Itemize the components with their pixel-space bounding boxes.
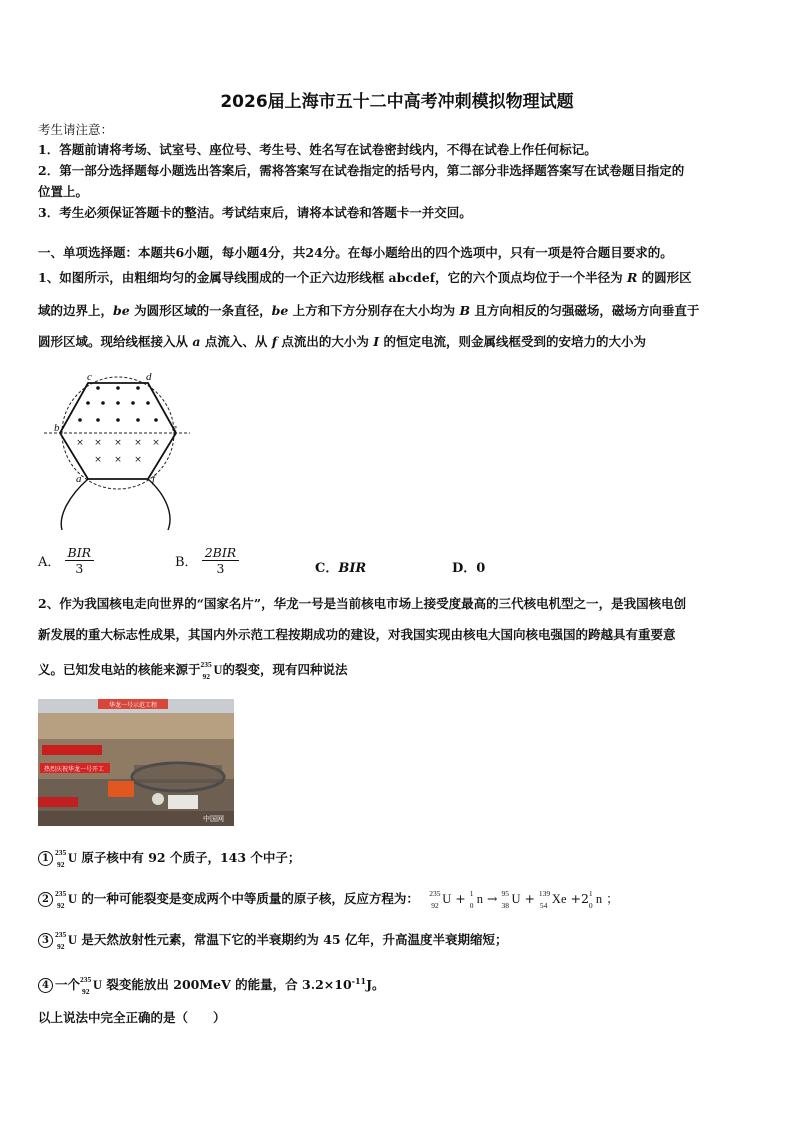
section-heading: 一、单项选择题：本题共6小题，每小题4分，共24分。在每小题给出的四个选项中，只有一项是符合题目要求的。 (38, 245, 673, 260)
label-f: f (152, 473, 156, 485)
svg-text:×: × (76, 438, 84, 448)
label-b: b (54, 422, 60, 434)
svg-text:×: × (94, 438, 102, 448)
page-title: 2026届上海市五十二中高考冲刺模拟物理试题 (220, 92, 574, 112)
notice-item-2-cont: 位置上。 (38, 184, 89, 199)
fission-equation: 235 92 U + 1 0 n → 95 38 U + 139 54 Xe +2 1 0 n ； (429, 889, 619, 910)
q2-question: 以上说法中完全正确的是（ ） (38, 1010, 226, 1025)
svg-text:热烈庆祝华龙一号开工: 热烈庆祝华龙一号开工 (43, 766, 105, 773)
label-e: e (172, 422, 177, 434)
notice-item-2: 2．第一部分选择题每小题选出答案后，需将答案写在试卷指定的括号内，第二部分非选择题答案写在试卷题目指定的 (38, 163, 685, 178)
circled-number-4: 4 (38, 978, 53, 993)
svg-text:华龙一号示范工程: 华龙一号示范工程 (108, 702, 158, 709)
svg-text:×: × (152, 438, 160, 448)
q2-line-1: 2、作为我国核电走向世界的“国家名片”，华龙一号是当前核电市场上接受度最高的三代核电机型之一，是我国核电创 (38, 596, 687, 611)
option-d[interactable]: D．0 (452, 561, 486, 576)
circled-number-3: 3 (38, 933, 53, 948)
option-b[interactable]: B． $\frac{\text{2BIR}}{3}$ (175, 545, 239, 576)
q1-line-1: 1、如图所示，由粗细均匀的金属导线围成的一个正六边形线框 abcdef，它的六个顶点均位于一个半径为 R 的圆形区 (38, 270, 692, 285)
option-a[interactable]: A． $\frac{\text{BIR}}{3}$ (38, 545, 94, 576)
label-a: a (76, 473, 82, 485)
svg-text:×: × (94, 455, 102, 465)
statement-1: 1 235 92 U 原子核中有 92 个质子，143 个中子； (38, 850, 300, 866)
statement-3: 3 235 92 U 是天然放射性元素，常温下它的半衰期约为 45 亿年，升高温度半衰期缩短； (38, 932, 507, 948)
notice-item-3: 3．考生必须保证答题卡的整洁。考试结束后，请将本试卷和答题卡一并交回。 (38, 205, 472, 220)
label-d: d (146, 371, 152, 383)
option-c[interactable]: C．BIR (315, 561, 367, 576)
svg-text:×: × (114, 455, 122, 465)
statement-2: 2 235 92 U 的一种可能裂变是变成两个中等质量的原子核，反应方程为： 235 92 U + 1 0 n → 95 38 U + 139 54 Xe +2 1 0 n ； (38, 891, 619, 907)
notice-item-1: 1．答题前请将考场、试室号、座位号、考生号、姓名写在试卷密封线内，不得在试卷上作任何标记。 (38, 142, 597, 157)
circled-number-1: 1 (38, 851, 53, 866)
statement-4: 4 一个 235 92 U 裂变能放出 200MeV 的能量，合 $3.2\times 10^{-11}J$。 (38, 973, 385, 993)
q2-line-2: 新发展的重大标志性成果，其国内外示范工程按期成功的建设，对我国实现由核电大国向核电强国的跨越具有重要意 (38, 627, 676, 642)
circled-number-2: 2 (38, 892, 53, 907)
q2-line-3: 义。已知发电站的核能来源于 235 92 U的裂变，现有四种说法 (38, 660, 348, 681)
label-c: c (87, 371, 92, 383)
hexagon-field-figure (40, 370, 190, 530)
q1-line-3: 圆形区域。现给线框接入从 a 点流入、从 f 点流出的大小为 I 的恒定电流，则金属线框受到的安培力的大小为 (38, 334, 647, 349)
svg-text:×: × (134, 438, 142, 448)
q1-line-2: 域的边界上，be 为圆形区域的一条直径，be 上方和下方分别存在大小均为 B 且方向相反的匀强磁场，磁场方向垂直于 (38, 303, 700, 318)
svg-text:×: × (134, 455, 142, 465)
svg-text:中国网: 中国网 (203, 815, 224, 823)
notice-heading: 考生请注意： (38, 122, 114, 137)
construction-photo (38, 699, 234, 826)
svg-text:×: × (114, 438, 122, 448)
